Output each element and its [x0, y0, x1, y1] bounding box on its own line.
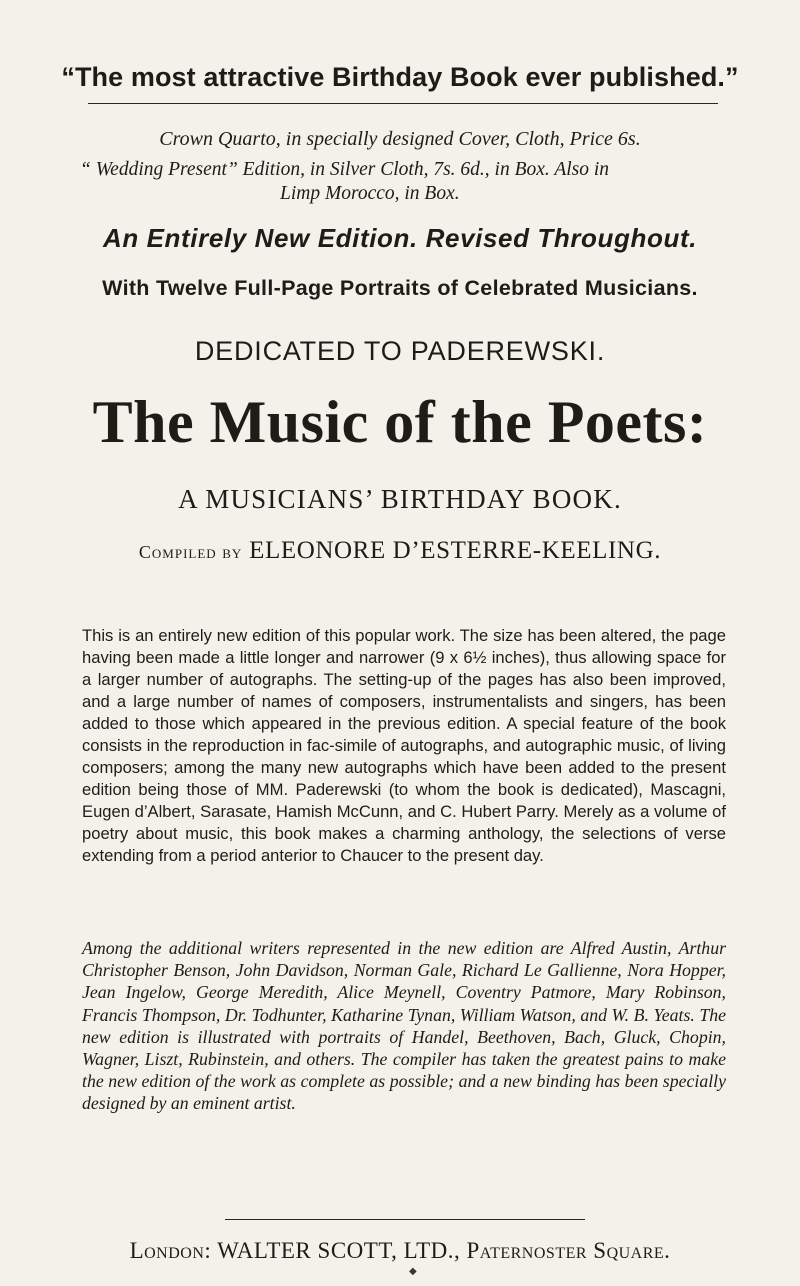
footer-rule — [225, 1219, 585, 1220]
imprint-address: Paternoster Square. — [466, 1238, 671, 1263]
portraits-line: With Twelve Full-Page Portraits of Celebrated Musicians. — [102, 276, 698, 300]
imprint-city: London: — [129, 1238, 212, 1263]
imprint-publisher: WALTER SCOTT, LTD., — [217, 1238, 461, 1263]
wedding-edition-line-2: Limp Morocco, in Box. — [280, 183, 460, 204]
compiler-line — [0, 537, 800, 565]
compiled-by-label: Compiled by — [138, 542, 243, 562]
book-subtitle: A MUSICIANS’ BIRTHDAY BOOK. — [178, 484, 622, 514]
wedding-present-edition — [80, 158, 760, 206]
publisher-imprint — [0, 1238, 800, 1264]
dedication-line: DEDICATED TO PADEREWSKI. — [194, 336, 606, 366]
printer-mark-icon: ◆ — [409, 1266, 417, 1277]
entirely-new-edition-heading: An Entirely New Edition. Revised Throughout. — [102, 223, 698, 253]
compiler-name: ELEONORE D’ESTERRE-KEELING. — [249, 537, 662, 564]
headline-rule — [88, 103, 718, 104]
wedding-edition-line-1: “ Wedding Present” Edition, in Silver Cloth, 7s. 6d., in Box. Also in — [80, 159, 610, 180]
additional-writers-paragraph: Among the additional writers represented in the new edition are Alfred Austin, Arthur Christopher Benson, John Davidson, Norman Gale, Richard Le Gallienne, Nora Hopper, Jean Ingelow, George Meredith, Alice Meynell, Coventry Patmore, Mary Robinson, Francis Thompson, Dr. Todhunter, Katharine Tynan, William Watson, and W. B. Yeats. The new edition is illustrated with portraits of Handel, Beethoven, Bach, Gluck, Chopin, Wagner, Liszt, Rubinstein, and others. The compiler has taken the greatest pains to make the new edition of the work as complete as possible; and a new binding has been specially designed by an eminent artist. — [82, 938, 726, 1114]
book-title: The Music of the Poets: — [92, 389, 708, 455]
crown-quarto-edition: Crown Quarto, in specially designed Cover, Cloth, Price 6s. — [159, 128, 641, 150]
headline: “The most attractive Birthday Book ever published.” — [61, 62, 739, 92]
description-paragraph: This is an entirely new edition of this popular work. The size has been altered, the page having been made a little longer and narrower (9 x 6½ inches), thus allowing space for a larger number of autographs. The setting-up of the pages has also been improved, and a large number of names of composers, instrumentalists and singers, has been added to those which appeared in the previous edition. A special feature of the book consists in the reproduction in fac-simile of autographs, and autographic music, of living composers; among the many new autographs which have been added to the present edition being those of MM. Paderewski (to whom the book is dedicated), Mascagni, Eugen d’Albert, Sarasate, Hamish McCunn, and C. Hubert Parry. Merely as a volume of poetry about music, this book makes a charming anthology, the selections of verse extending from a period anterior to Chaucer to the present day. — [82, 626, 726, 865]
